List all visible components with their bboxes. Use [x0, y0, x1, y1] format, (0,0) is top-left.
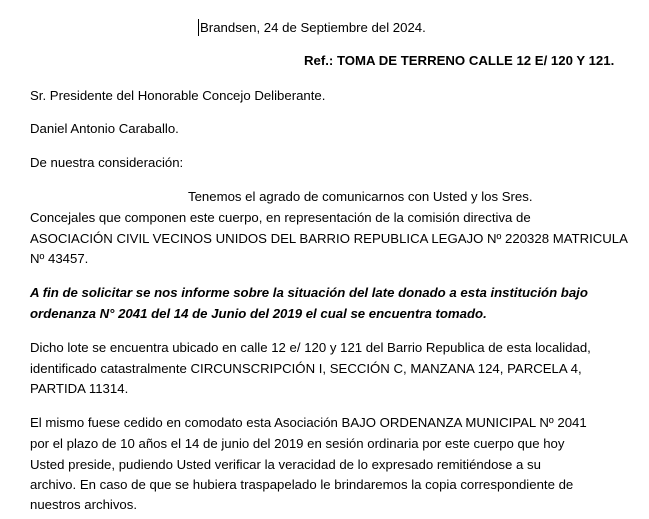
- paragraph-line: Concejales que componen este cuerpo, en representación de la comisión directiva de: [30, 210, 531, 225]
- recipient-name: Daniel Antonio Caraballo.: [30, 121, 179, 136]
- paragraph-line: ASOCIACIÓN CIVIL VECINOS UNIDOS DEL BARRIO REPUBLICA LEGAJO Nº 220328 MATRICULA: [30, 231, 628, 246]
- paragraph-line: Usted preside, pudiendo Usted verificar la veracidad de lo expresado remitiéndose a su: [30, 457, 541, 472]
- recipient-line: Sr. Presidente del Honorable Concejo Deliberante.: [30, 88, 326, 103]
- paragraph-line: nuestros archivos.: [30, 497, 138, 512]
- reference-line: Ref.: TOMA DE TERRENO CALLE 12 E/ 120 Y 121.: [304, 53, 615, 68]
- date-line: Brandsen, 24 de Septiembre del 2024.: [200, 20, 426, 35]
- paragraph-line: archivo. En caso de que se hubiera traspapelado le brindaremos la copia correspondiente de: [30, 477, 574, 492]
- paragraph-line: PARTIDA 11314.: [30, 381, 129, 396]
- salutation: De nuestra consideración:: [30, 155, 184, 170]
- paragraph-line: por el plazo de 10 años el 14 de junio del 2019 en sesión ordinaria por este cuerpo que hoy: [30, 436, 565, 451]
- text-cursor: [198, 19, 199, 36]
- paragraph-line: Tenemos el agrado de comunicarnos con Usted y los Sres.: [188, 189, 533, 204]
- paragraph-line: A fin de solicitar se nos informe sobre la situación del late donado a esta institución bajo: [30, 285, 588, 300]
- paragraph-line: El mismo fuese cedido en comodato esta Asociación BAJO ORDENANZA MUNICIPAL Nº 2041: [30, 415, 587, 430]
- paragraph-line: Dicho lote se encuentra ubicado en calle 12 e/ 120 y 121 del Barrio Republica de esta localidad,: [30, 340, 591, 355]
- paragraph-line: ordenanza N° 2041 del 14 de Junio del 2019 el cual se encuentra tomado.: [30, 306, 487, 321]
- paragraph-line: identificado catastralmente CIRCUNSCRIPCIÓN I, SECCIÓN C, MANZANA 124, PARCELA 4,: [30, 361, 582, 376]
- paragraph-line: Nº 43457.: [30, 251, 89, 266]
